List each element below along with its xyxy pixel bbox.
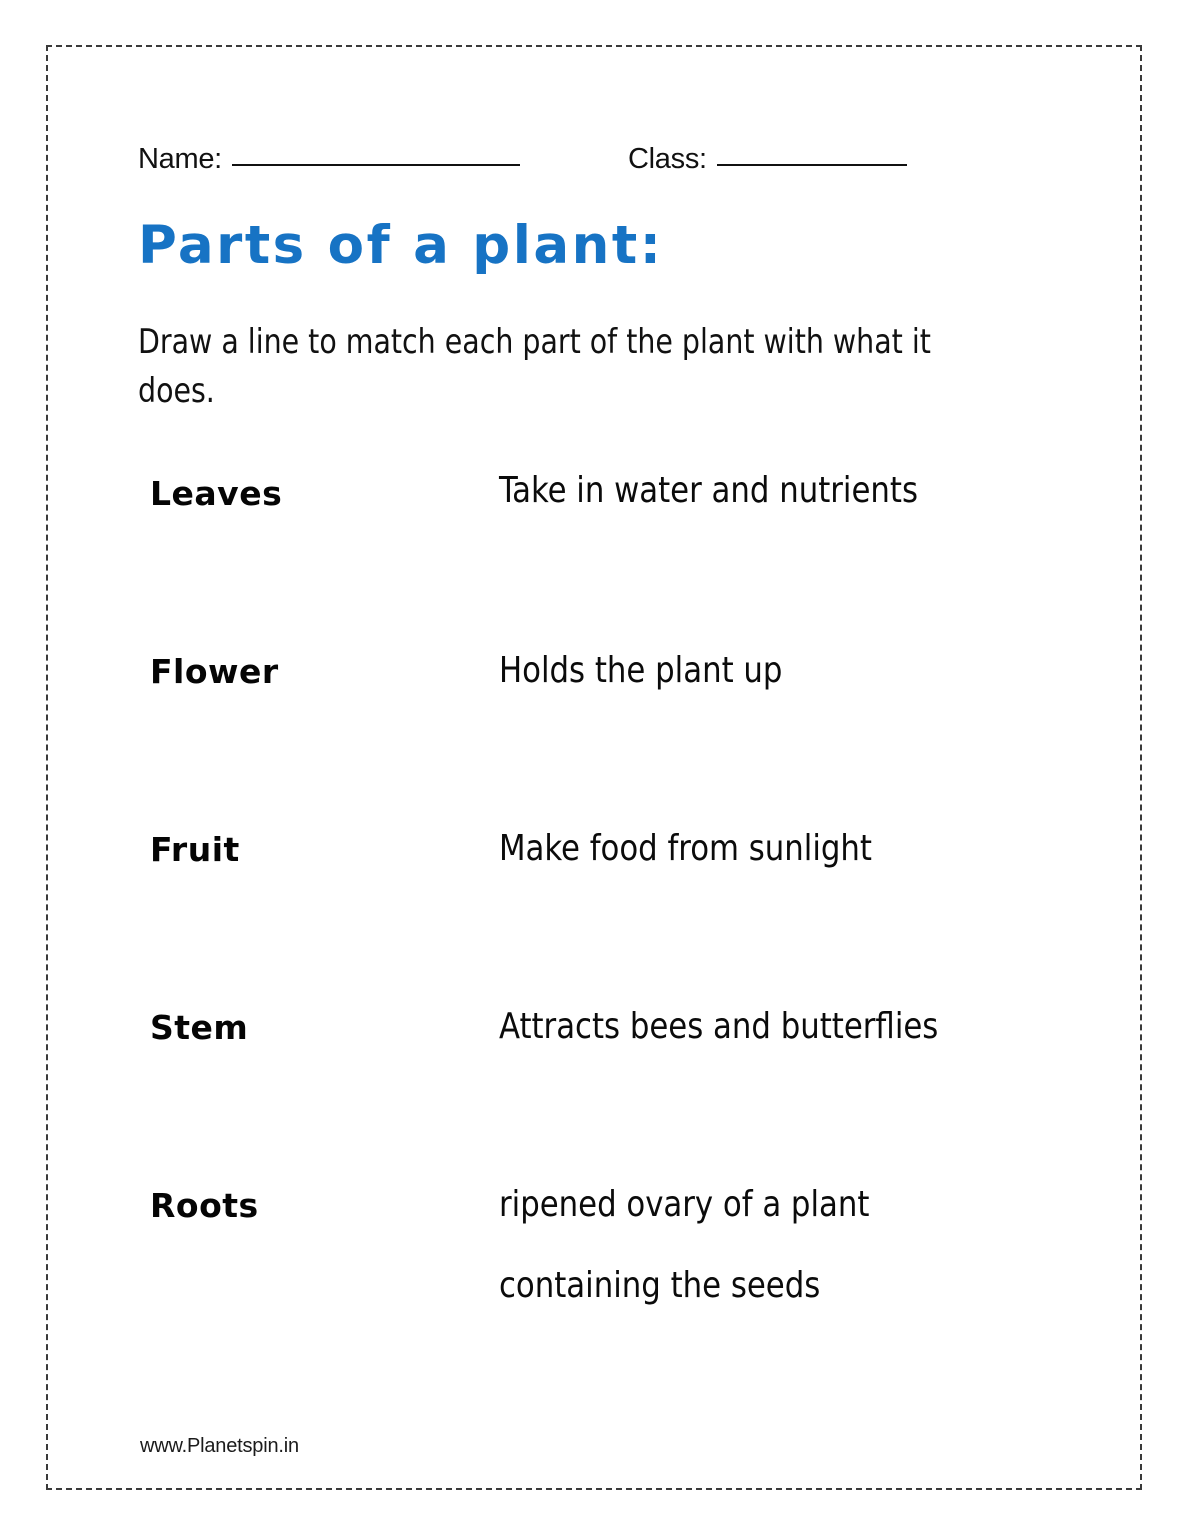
site-credit: www.Planetspin.in bbox=[140, 1435, 299, 1457]
plant-part-term[interactable]: Leaves bbox=[150, 474, 283, 513]
definition-line-1: ripened ovary of a plant bbox=[499, 1184, 870, 1225]
page-title: Parts of a plant: bbox=[138, 215, 664, 276]
match-row bbox=[0, 452, 1187, 630]
name-write-line[interactable] bbox=[232, 164, 520, 166]
definition-line-1: Make food from sunlight bbox=[499, 828, 872, 869]
plant-part-definition[interactable] bbox=[499, 470, 918, 511]
definition-line-2: containing the seeds bbox=[499, 1265, 821, 1306]
plant-part-term[interactable]: Stem bbox=[150, 1008, 249, 1047]
definition-line-1: Attracts bees and butterflies bbox=[499, 1006, 939, 1047]
definition-line-1: Take in water and nutrients bbox=[499, 470, 918, 511]
student-info-header bbox=[0, 143, 1187, 189]
class-write-line[interactable] bbox=[717, 164, 907, 166]
plant-part-definition[interactable] bbox=[499, 650, 782, 691]
match-row bbox=[0, 630, 1187, 808]
name-field[interactable] bbox=[138, 143, 520, 176]
plant-part-definition[interactable] bbox=[499, 1184, 869, 1306]
match-row bbox=[0, 1164, 1187, 1342]
plant-part-term[interactable]: Roots bbox=[150, 1186, 259, 1225]
definition-line-1: Holds the plant up bbox=[499, 650, 783, 691]
plant-part-term[interactable]: Flower bbox=[150, 652, 279, 691]
plant-part-term[interactable]: Fruit bbox=[150, 830, 240, 869]
match-row bbox=[0, 986, 1187, 1164]
class-label: Class: bbox=[628, 143, 707, 175]
match-row bbox=[0, 808, 1187, 986]
instruction-text: Draw a line to match each part of the plant with what it does. bbox=[138, 322, 931, 412]
class-field[interactable] bbox=[628, 143, 907, 176]
matching-exercise bbox=[0, 452, 1187, 1342]
plant-part-definition[interactable] bbox=[499, 828, 872, 869]
plant-part-definition[interactable] bbox=[499, 1006, 938, 1047]
name-label: Name: bbox=[138, 143, 222, 175]
